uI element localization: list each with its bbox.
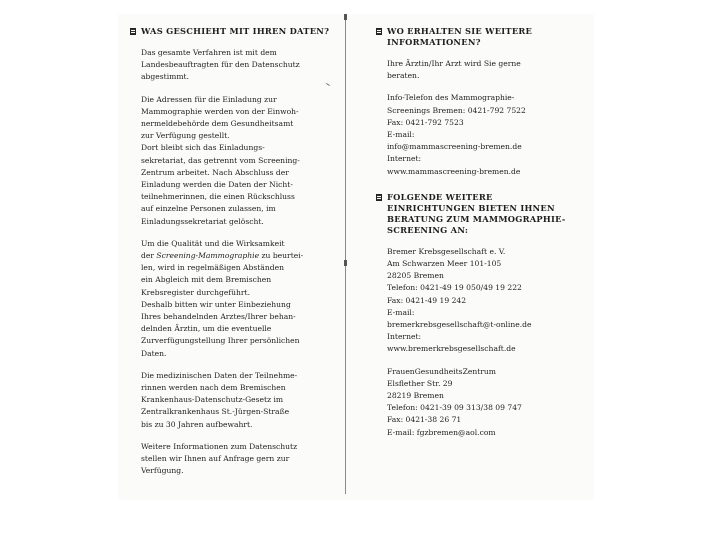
text-line: beraten. xyxy=(387,71,420,81)
text-line: Mammographie werden von der Einwoh- xyxy=(141,106,299,116)
left-body xyxy=(130,47,336,478)
fax-number: Fax: 0421-792 7523 xyxy=(387,117,464,127)
paragraph-addresses xyxy=(141,94,336,228)
email-link[interactable]: E-mail: fgzbremen@aol.com xyxy=(387,427,496,437)
paragraph-more-info xyxy=(141,441,336,478)
contact-info-screening xyxy=(387,92,582,177)
street-address: Am Schwarzen Meer 101-105 xyxy=(387,259,502,269)
heading-line: EINRICHTUNGEN BIETEN IHNEN xyxy=(387,202,555,213)
square-bullet-icon xyxy=(376,28,382,35)
text-line: bis zu 30 Jahren aufbewahrt. xyxy=(141,419,253,429)
paragraph-doctor-advice xyxy=(387,58,582,82)
text-line: Die medizinischen Daten der Teilnehme- xyxy=(141,370,298,380)
fax-number: Fax: 0421-38 26 71 xyxy=(387,415,462,425)
text-line: Einladung werden die Daten der Nicht- xyxy=(141,180,293,190)
text-line: Deshalb bitten wir unter Einbeziehung xyxy=(141,299,291,309)
text-line: teilnehmerinnen, die einen Rückschluss xyxy=(141,192,295,202)
section-heading-other-institutions xyxy=(376,192,582,236)
square-bullet-icon xyxy=(130,28,136,35)
text-line: rinnen werden nach dem Bremischen xyxy=(141,383,286,393)
right-column xyxy=(376,26,582,439)
text-line: nermeldebehörde dem Gesundheitsamt xyxy=(141,119,294,129)
text-line: Krankenhaus-Datenschutz-Gesetz im xyxy=(141,395,284,405)
text-line: abgestimmt. xyxy=(141,72,189,82)
website-link[interactable]: www.mammascreening-bremen.de xyxy=(387,166,521,176)
website-link[interactable]: www.bremerkrebsgesellschaft.de xyxy=(387,344,516,354)
text-line: Ihre Ärztin/Ihr Arzt wird Sie gerne xyxy=(387,59,521,68)
paragraph-medical-data xyxy=(141,370,336,431)
text-fragment: zu beurtei- xyxy=(259,251,304,261)
text-line: ein Abgleich mit dem Bremischen xyxy=(141,275,272,285)
text-line: stellen wir Ihnen auf Anfrage gern zur xyxy=(141,454,290,464)
contact-info-frauengesundheitszentrum xyxy=(387,366,582,439)
text-line: Internet: xyxy=(387,154,422,164)
square-bullet-icon xyxy=(376,194,382,201)
organization-name: Bremer Krebsgesellschaft e. V. xyxy=(387,246,506,256)
heading-text: WAS GESCHIEHT MIT IHREN DATEN? xyxy=(141,26,330,36)
text-line: delnden Ärztin, um die eventuelle xyxy=(141,324,272,334)
paragraph-procedure xyxy=(141,47,336,84)
city-address: 28205 Bremen xyxy=(387,271,444,281)
heading-line: INFORMATIONEN? xyxy=(387,37,481,47)
city-address: 28219 Bremen xyxy=(387,391,444,401)
text-line: Zurverfügungstellung Ihrer persönlichen xyxy=(141,336,300,346)
text-line: Einladungssekretariat gelöscht. xyxy=(141,216,264,226)
heading-line: SCREENING AN: xyxy=(387,224,469,235)
emphasis-text: Screening-Mammographie xyxy=(156,251,260,261)
text-line: Ihres behandelnden Arztes/Ihrer behan- xyxy=(141,312,296,322)
contact-info-krebsgesellschaft xyxy=(387,246,582,356)
section-heading-data-privacy xyxy=(130,26,336,37)
right-body-top xyxy=(376,58,582,178)
text-line: Internet: xyxy=(387,332,422,342)
paragraph-quality xyxy=(141,238,336,360)
text-line: Das gesamte Verfahren ist mit dem xyxy=(141,48,277,57)
phone-number: Telefon: 0421-39 09 313/38 09 747 xyxy=(387,403,522,413)
email-link[interactable]: bremerkrebsgesellschaft@t-online.de xyxy=(387,320,532,330)
text-line: E-mail: xyxy=(387,307,415,317)
fold-mark-middle xyxy=(344,260,347,266)
text-line: Um die Qualität und die Wirksamkeit xyxy=(141,238,285,248)
text-line: Zentralkrankenhaus St.-Jürgen-Straße xyxy=(141,407,290,417)
text-line: E-mail: xyxy=(387,130,415,140)
text-line: zur Verfügung gestellt. xyxy=(141,131,230,141)
phone-number: Screenings Bremen: 0421-792 7522 xyxy=(387,105,526,115)
fold-line xyxy=(345,14,346,494)
phone-number: Telefon: 0421-49 19 050/49 19 222 xyxy=(387,283,522,293)
left-column xyxy=(130,26,336,478)
text-line: sekretariat, das getrennt vom Screening- xyxy=(141,155,300,165)
text-line xyxy=(141,250,336,262)
text-line: Verfügung. xyxy=(141,466,184,476)
text-line: Info-Telefon des Mammographie- xyxy=(387,93,515,103)
text-line: auf einzelne Personen zulassen, im xyxy=(141,204,276,214)
heading-text xyxy=(387,192,566,236)
heading-line: FOLGENDE WEITERE xyxy=(387,191,493,202)
heading-text xyxy=(387,26,532,48)
street-address: Elsflether Str. 29 xyxy=(387,378,453,388)
email-link[interactable]: info@mammascreening-bremen.de xyxy=(387,142,522,152)
heading-line: WO ERHALTEN SIE WEITERE xyxy=(387,26,533,36)
text-line: Landesbeauftragten für den Datenschutz xyxy=(141,60,300,70)
text-line: Daten. xyxy=(141,348,167,358)
text-line: len, wird in regelmäßigen Abständen xyxy=(141,263,284,273)
section-heading-further-info xyxy=(376,26,582,48)
text-line: Krebsregister durchgeführt. xyxy=(141,287,251,297)
text-line: Weitere Informationen zum Datenschutz xyxy=(141,441,298,451)
text-fragment: der xyxy=(141,251,157,261)
heading-line: BERATUNG ZUM MAMMOGRAPHIE- xyxy=(387,213,566,224)
text-line: Die Adressen für die Einladung zur xyxy=(141,94,277,104)
fold-mark-top xyxy=(344,14,347,20)
organization-name: FrauenGesundheitsZentrum xyxy=(387,366,496,376)
right-body-bottom xyxy=(376,246,582,439)
fax-number: Fax: 0421-49 19 242 xyxy=(387,295,467,305)
text-line: Dort bleibt sich das Einladungs- xyxy=(141,143,265,153)
text-line: Zentrum arbeitet. Nach Abschluss der xyxy=(141,167,289,177)
